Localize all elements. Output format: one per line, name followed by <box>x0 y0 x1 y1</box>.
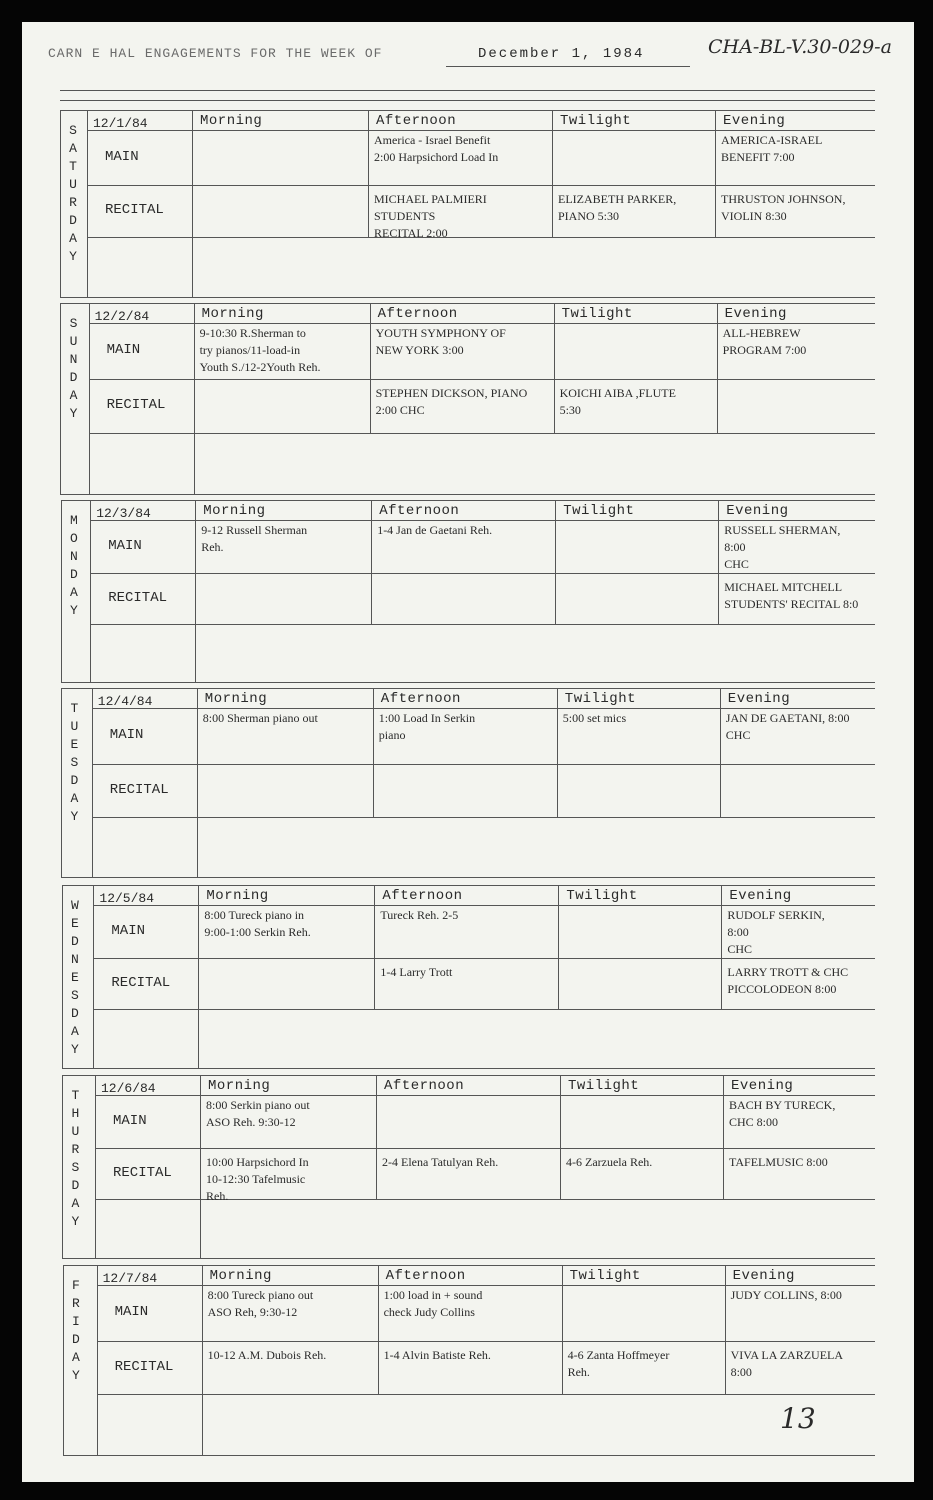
day-letter: H <box>71 1106 80 1121</box>
day-date: 12/5/84 <box>99 891 154 906</box>
recital-twilight-cell: ELIZABETH PARKER, PIANO 5:30 <box>558 192 677 223</box>
day-letter: D <box>71 934 79 949</box>
recital-twilight-cell: 4-6 Zarzuela Reh. <box>566 1155 653 1169</box>
day-left-border <box>62 885 63 1068</box>
day-bottom-line <box>61 682 875 683</box>
day-letter: D <box>71 1178 80 1193</box>
column-border <box>371 500 372 624</box>
recital-evening-cell: TAFELMUSIC 8:00 <box>729 1155 828 1169</box>
main-afternoon-cell: 1:00 Load In Serkin piano <box>378 711 476 742</box>
archive-code: CHA-BL-V.30-029-a <box>708 36 892 58</box>
day-letter: S <box>69 316 78 331</box>
column-border <box>373 688 374 817</box>
header-row-line <box>92 708 875 709</box>
main-evening-cell: JAN DE GAETANI, 8:00 CHC <box>725 711 850 742</box>
main-morning-cell: 8:00 Tureck piano out ASO Reh, 9:30-12 <box>207 1288 314 1319</box>
recital-row-line <box>93 1009 875 1010</box>
header-row-line <box>97 1285 875 1286</box>
main-row-line <box>97 1341 875 1342</box>
main-morning-cell: 9-10:30 R.Sherman to try pianos/11-load-in Youth S./12-2Youth Reh. <box>199 326 321 374</box>
label-column-border <box>90 500 91 682</box>
day-left-border <box>62 1075 63 1258</box>
day-left-border <box>60 110 61 297</box>
column-border <box>715 110 716 237</box>
column-border <box>720 688 721 817</box>
column-header-afternoon: Afternoon <box>376 113 457 129</box>
day-letter: Y <box>71 1042 79 1057</box>
day-letter: D <box>70 567 78 582</box>
day-letter: D <box>69 370 78 385</box>
day-letter: U <box>69 177 77 192</box>
day-letter: U <box>70 719 79 734</box>
day-letter: Y <box>69 249 77 264</box>
column-header-afternoon: Afternoon <box>379 503 460 519</box>
column-header-evening: Evening <box>726 503 789 519</box>
column-header-evening: Evening <box>727 691 791 707</box>
recital-row-line <box>92 817 875 818</box>
column-header-morning: Morning <box>201 306 264 322</box>
main-row-line <box>93 958 875 959</box>
column-border <box>721 885 722 1009</box>
column-header-morning: Morning <box>209 1268 272 1284</box>
day-letter: R <box>71 1296 80 1311</box>
label-column-border <box>93 885 94 1068</box>
day-letter: Y <box>71 1214 80 1229</box>
column-header-afternoon: Afternoon <box>377 306 458 322</box>
main-evening-cell: RUSSELL SHERMAN, 8:00 CHC <box>724 523 841 571</box>
header-row-line <box>95 1095 875 1096</box>
column-border <box>560 1075 561 1199</box>
top-rule <box>60 90 875 91</box>
day-letter: F <box>71 1278 80 1293</box>
column-border <box>368 110 369 237</box>
label-column-border <box>87 110 88 297</box>
day-letter: E <box>71 916 79 931</box>
column-header-morning: Morning <box>208 1078 271 1094</box>
day-letter: D <box>69 213 77 228</box>
main-afternoon-cell: YOUTH SYMPHONY OF NEW YORK 3:00 <box>375 326 506 357</box>
recital-afternoon-cell: MICHAEL PALMIERI STUDENTS RECITAL 2:00 <box>374 192 487 240</box>
morning-column-border <box>194 303 195 494</box>
day-name-vertical <box>65 897 85 1059</box>
row-label-main: MAIN <box>111 923 145 939</box>
main-row-line <box>95 1148 875 1149</box>
day-letter: A <box>69 231 77 246</box>
header-title: CARN E HAL ENGAGEMENTS FOR THE WEEK OF <box>48 46 383 61</box>
recital-afternoon-cell: STEPHEN DICKSON, PIANO 2:00 CHC <box>375 386 528 417</box>
day-letter: U <box>71 1124 80 1139</box>
row-label-main: MAIN <box>108 538 142 554</box>
day-date: 12/1/84 <box>93 116 148 131</box>
header-date-underline <box>446 66 690 67</box>
recital-twilight-cell: KOICHI AIBA ,FLUTE 5:30 <box>559 386 676 417</box>
label-column-border <box>95 1075 96 1258</box>
day-left-border <box>61 688 62 877</box>
day-date: 12/7/84 <box>102 1271 158 1286</box>
day-letter: A <box>69 141 77 156</box>
day-letter: A <box>69 388 78 403</box>
main-morning-cell: 8:00 Serkin piano out ASO Reh. 9:30-12 <box>206 1098 310 1129</box>
column-border <box>374 885 375 1009</box>
day-name-vertical <box>64 512 84 620</box>
day-letter: Y <box>70 809 79 824</box>
recital-morning-cell: 10-12 A.M. Dubois Reh. <box>207 1348 327 1362</box>
morning-column-border <box>197 688 198 877</box>
day-letter: D <box>70 773 79 788</box>
day-name-vertical <box>64 700 84 826</box>
day-letter: A <box>71 1024 79 1039</box>
day-bottom-line <box>62 1068 875 1069</box>
day-letter: N <box>69 352 78 367</box>
day-letter: M <box>70 513 78 528</box>
main-row-line <box>90 573 875 574</box>
day-bottom-line <box>60 297 875 298</box>
top-rule-2 <box>60 100 875 101</box>
recital-twilight-cell: 4-6 Zanta Hoffmeyer Reh. <box>567 1348 670 1379</box>
recital-evening-cell: THRUSTON JOHNSON, VIOLIN 8:30 <box>721 192 846 223</box>
column-border <box>555 500 556 624</box>
day-top-line <box>62 885 875 886</box>
day-date: 12/3/84 <box>96 506 151 521</box>
day-letter: S <box>71 988 79 1003</box>
row-label-recital: RECITAL <box>114 1359 174 1375</box>
main-afternoon-cell: Tureck Reh. 2-5 <box>380 908 459 922</box>
column-border <box>717 303 718 433</box>
morning-column-border <box>202 1265 203 1455</box>
column-header-morning: Morning <box>200 113 263 129</box>
column-header-afternoon: Afternoon <box>380 691 461 707</box>
main-morning-cell: 9-12 Russell Sherman Reh. <box>201 523 308 554</box>
column-border <box>562 1265 563 1394</box>
page-number: 13 <box>780 1402 816 1435</box>
recital-row-line <box>97 1394 875 1395</box>
row-label-recital: RECITAL <box>108 590 167 606</box>
day-left-border <box>60 303 61 494</box>
column-header-twilight: Twilight <box>568 1078 640 1094</box>
column-header-twilight: Twilight <box>569 1268 641 1284</box>
day-left-border <box>61 500 62 682</box>
day-letter: N <box>70 549 78 564</box>
header-row-line <box>89 323 875 324</box>
row-label-main: MAIN <box>113 1113 147 1129</box>
day-letter: R <box>71 1142 80 1157</box>
main-twilight-cell: 5:00 set mics <box>562 711 627 725</box>
day-letter: S <box>70 755 79 770</box>
column-border <box>370 303 371 433</box>
label-column-border <box>97 1265 98 1455</box>
column-header-evening: Evening <box>724 306 787 322</box>
column-border <box>558 885 559 1009</box>
main-afternoon-cell: 1-4 Jan de Gaetani Reh. <box>377 523 493 537</box>
label-column-border <box>92 688 93 877</box>
column-border <box>557 688 558 817</box>
day-bottom-line <box>61 877 875 878</box>
column-header-twilight: Twilight <box>563 503 635 519</box>
main-row-line <box>92 764 875 765</box>
column-header-evening: Evening <box>731 1078 794 1094</box>
column-header-twilight: Twilight <box>560 113 632 129</box>
day-letter: A <box>70 791 79 806</box>
day-letter: A <box>71 1350 80 1365</box>
day-name-vertical <box>66 1277 86 1385</box>
day-bottom-line <box>62 1258 875 1259</box>
column-border <box>718 500 719 624</box>
morning-column-border <box>195 500 196 682</box>
header-date: December 1, 1984 <box>478 46 645 62</box>
column-border <box>554 303 555 433</box>
main-morning-cell: 8:00 Sherman piano out <box>202 711 318 725</box>
main-morning-cell: 8:00 Tureck piano in 9:00-1:00 Serkin Reh. <box>204 908 311 939</box>
recital-afternoon-cell: 1-4 Larry Trott <box>380 965 453 979</box>
day-letter: T <box>69 159 77 174</box>
day-letter: E <box>71 970 79 985</box>
day-letter: D <box>71 1332 80 1347</box>
header-row-line <box>93 905 875 906</box>
row-label-main: MAIN <box>114 1304 149 1320</box>
day-letter: Y <box>70 603 78 618</box>
main-evening-cell: BACH BY TURECK, CHC 8:00 <box>729 1098 836 1129</box>
column-header-morning: Morning <box>203 503 266 519</box>
day-date: 12/6/84 <box>101 1081 156 1096</box>
day-letter: O <box>70 531 78 546</box>
day-letter: Y <box>69 406 78 421</box>
day-letter: Y <box>71 1368 80 1383</box>
day-date: 12/2/84 <box>94 309 150 324</box>
main-evening-cell: RUDOLF SERKIN, 8:00 CHC <box>727 908 825 956</box>
column-border <box>723 1075 724 1199</box>
main-row-line <box>87 185 875 186</box>
recital-morning-cell: 10:00 Harpsichord In 10-12:30 Tafelmusic Reh. <box>206 1155 309 1203</box>
day-letter: R <box>69 195 77 210</box>
column-header-evening: Evening <box>732 1268 795 1284</box>
day-bottom-line <box>60 494 875 495</box>
morning-column-border <box>198 885 199 1068</box>
day-top-line <box>61 500 875 501</box>
main-row-line <box>89 379 875 380</box>
day-letter: W <box>71 898 79 913</box>
column-header-afternoon: Afternoon <box>385 1268 466 1284</box>
column-header-twilight: Twilight <box>564 691 637 707</box>
main-evening-cell: JUDY COLLINS, 8:00 <box>730 1288 842 1302</box>
row-label-main: MAIN <box>106 342 141 358</box>
day-name-vertical <box>63 315 83 423</box>
column-header-morning: Morning <box>204 691 268 707</box>
header-row-line <box>90 520 875 521</box>
day-letter: E <box>70 737 79 752</box>
column-header-afternoon: Afternoon <box>384 1078 465 1094</box>
day-name-vertical <box>63 122 83 266</box>
row-label-recital: RECITAL <box>105 202 164 218</box>
day-letter: A <box>70 585 78 600</box>
recital-row-line <box>89 433 875 434</box>
day-letter: T <box>70 701 79 716</box>
column-header-twilight: Twilight <box>566 888 638 904</box>
morning-column-border <box>200 1075 201 1258</box>
main-afternoon-cell: 1:00 load in + sound check Judy Collins <box>383 1288 483 1319</box>
recital-row-line <box>90 624 875 625</box>
day-letter: S <box>69 123 77 138</box>
recital-evening-cell: LARRY TROTT & CHC PICCOLODEON 8:00 <box>727 965 849 996</box>
day-top-line <box>61 688 875 689</box>
column-header-morning: Morning <box>206 888 269 904</box>
day-top-line <box>63 1265 875 1266</box>
day-name-vertical <box>65 1087 85 1231</box>
day-date: 12/4/84 <box>97 694 153 709</box>
row-label-main: MAIN <box>105 149 139 165</box>
day-letter: N <box>71 952 79 967</box>
recital-afternoon-cell: 2-4 Elena Tatulyan Reh. <box>382 1155 499 1169</box>
row-label-recital: RECITAL <box>106 397 166 413</box>
recital-evening-cell: MICHAEL MITCHELL STUDENTS' RECITAL 8:0 <box>724 580 859 611</box>
row-label-recital: RECITAL <box>109 782 169 798</box>
day-top-line <box>62 1075 875 1076</box>
column-border <box>725 1265 726 1394</box>
recital-evening-cell: VIVA LA ZARZUELA 8:00 <box>730 1348 844 1379</box>
day-bottom-line <box>63 1455 875 1456</box>
day-letter: U <box>69 334 78 349</box>
column-header-afternoon: Afternoon <box>382 888 463 904</box>
day-top-line <box>60 110 875 111</box>
column-header-twilight: Twilight <box>561 306 633 322</box>
day-letter: D <box>71 1006 79 1021</box>
row-label-recital: RECITAL <box>113 1165 172 1181</box>
row-label-recital: RECITAL <box>111 975 171 991</box>
column-header-evening: Evening <box>723 113 786 129</box>
day-letter: T <box>71 1088 80 1103</box>
day-letter: I <box>71 1314 80 1329</box>
column-border <box>552 110 553 237</box>
header-row-line <box>87 130 875 131</box>
day-letter: S <box>71 1160 80 1175</box>
recital-afternoon-cell: 1-4 Alvin Batiste Reh. <box>383 1348 491 1362</box>
column-border <box>376 1075 377 1199</box>
column-header-evening: Evening <box>729 888 792 904</box>
day-top-line <box>60 303 875 304</box>
column-border <box>378 1265 379 1394</box>
main-afternoon-cell: America - Israel Benefit 2:00 Harpsichord Load In <box>374 133 499 164</box>
row-label-main: MAIN <box>109 727 144 743</box>
main-evening-cell: AMERICA-ISRAEL BENEFIT 7:00 <box>721 133 823 164</box>
day-left-border <box>63 1265 64 1455</box>
main-evening-cell: ALL-HEBREW PROGRAM 7:00 <box>722 326 807 357</box>
label-column-border <box>89 303 90 494</box>
morning-column-border <box>192 110 193 297</box>
day-letter: A <box>71 1196 80 1211</box>
